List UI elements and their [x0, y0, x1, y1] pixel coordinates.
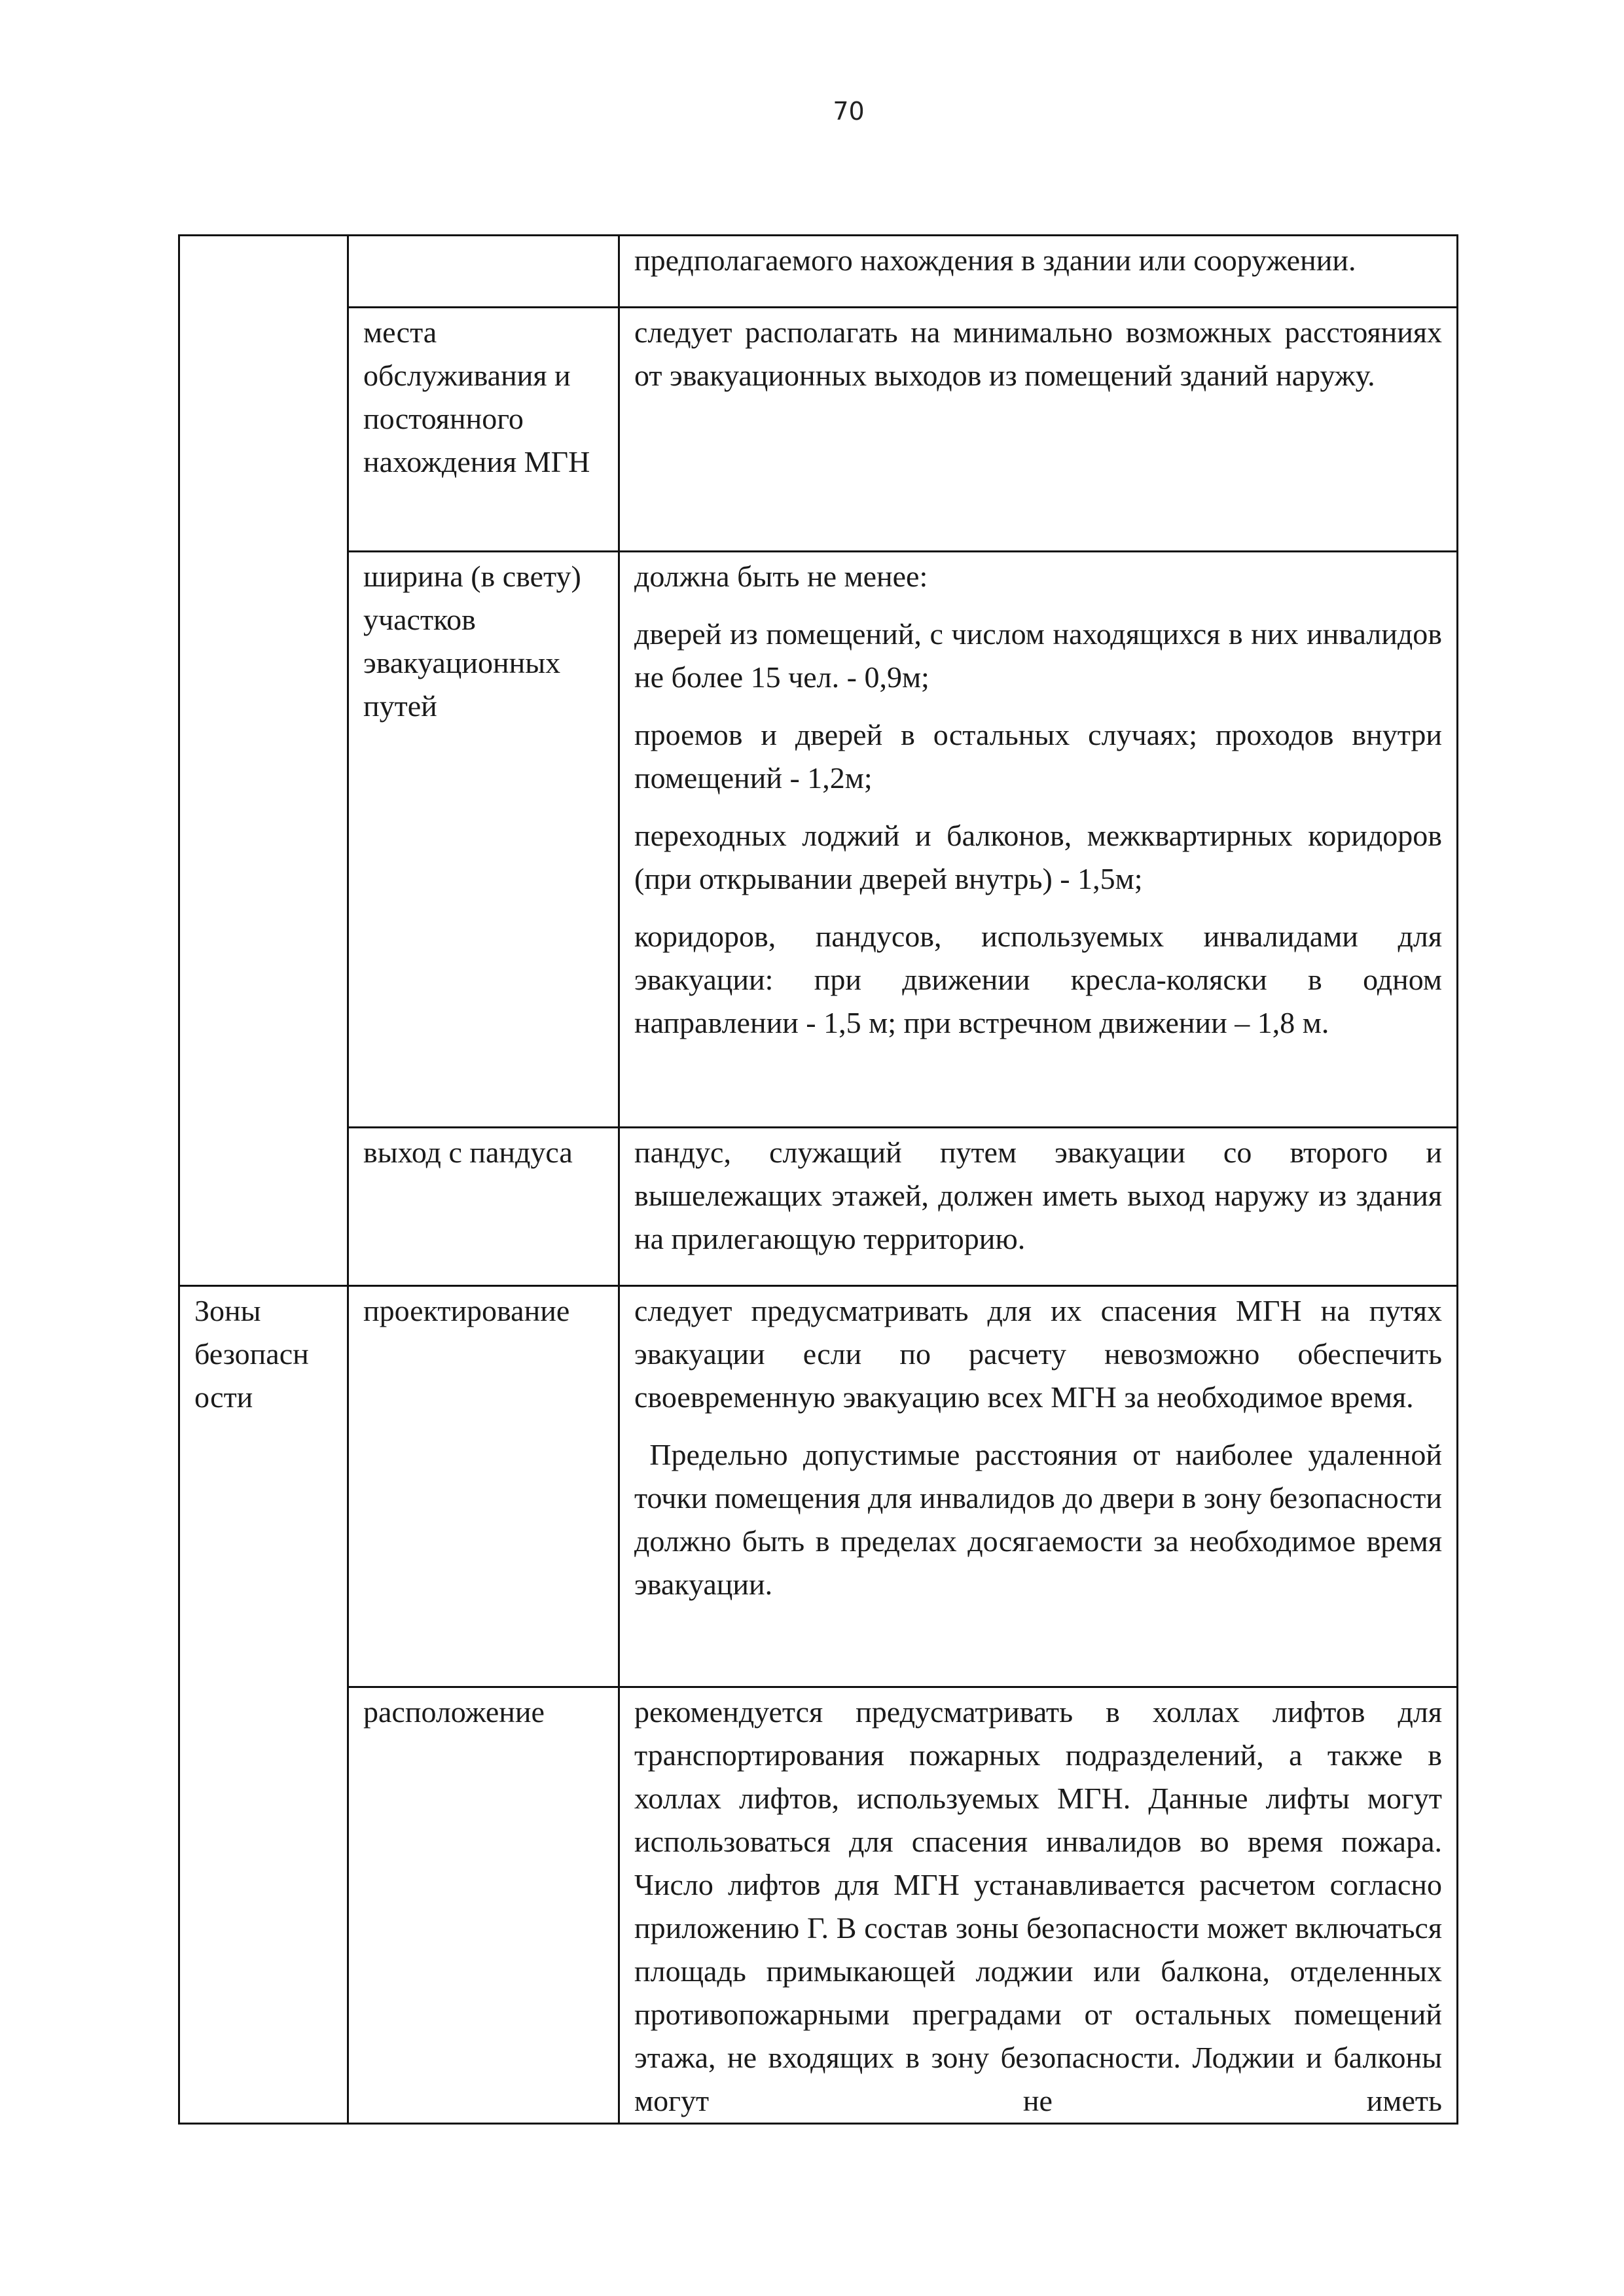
item-label: проектирование: [363, 1294, 570, 1327]
description-paragraph: рекомендуется предусматривать в холлах лифтов для транспортирования пожарных подразделений, а также в холлах лифтов, используемых МГН. Данные лифты могут использоваться для спасения инвалидов во время пожара. Число лифтов для МГН устанавливается расчетом согласно приложению Г. В состав зоны безопасности может включаться площадь примыкающей лоджии или балкона, отделенных противопожарными преградами от остальных помещений этажа, не входящих в зону безопасности. Лоджии и балконы могут не иметь: [634, 1695, 1442, 2117]
description-paragraph: дверей из помещений, с числом находящихся в них инвалидов не более 15 чел. - 0,9м;: [634, 617, 1442, 694]
description-paragraph: предполагаемого нахождения в здании или сооружении.: [634, 243, 1356, 277]
description-paragraph: должна быть не менее:: [634, 560, 928, 593]
item-label: расположение: [363, 1695, 545, 1729]
page-number: 70: [833, 97, 865, 126]
description-cell: [619, 308, 1458, 552]
item-label: выход с пандуса: [363, 1136, 573, 1169]
requirements-table: [178, 234, 1458, 2125]
description-paragraph: пандус, служащий путем эвакуации со второго и вышележащих этажей, должен иметь выход наружу из здания на прилегающую территорию.: [634, 1136, 1442, 1255]
description-paragraph: проемов и дверей в остальных случаях; проходов внутри помещений - 1,2м;: [634, 718, 1442, 795]
group-label: Зоны безопасн ости: [194, 1294, 309, 1414]
table-row: [179, 308, 1458, 552]
item-cell: [348, 1687, 619, 2124]
item-label: места обслуживания и постоянного нахождения МГН: [363, 315, 590, 478]
item-cell: [348, 552, 619, 1128]
description-paragraph: следует располагать на минимально возможных расстояниях от эвакуационных выходов из помещений зданий наружу.: [634, 315, 1442, 392]
description-cell: [619, 552, 1458, 1128]
item-cell: [348, 236, 619, 308]
description-cell: [619, 236, 1458, 308]
description-cell: [619, 1286, 1458, 1687]
table-row: [179, 1687, 1458, 2124]
item-cell: [348, 1128, 619, 1286]
table-row: [179, 1286, 1458, 1687]
description-cell: [619, 1687, 1458, 2124]
item-cell: [348, 1286, 619, 1687]
item-label: ширина (в свету) участков эвакуационных путей: [363, 560, 581, 723]
description-paragraph: следует предусматривать для их спасения МГН на путях эвакуации если по расчету невозможно обеспечить своевременную эвакуацию всех МГН за необходимое время.: [634, 1294, 1442, 1414]
group-cell: [179, 1286, 348, 2124]
description-paragraph: переходных лоджий и балконов, межквартирных коридоров (при открывании дверей внутрь) - 1,5м;: [634, 819, 1442, 895]
group-cell: [179, 236, 348, 1286]
item-cell: [348, 308, 619, 552]
table-row: [179, 236, 1458, 308]
description-cell: [619, 1128, 1458, 1286]
description-paragraph: коридоров, пандусов, используемых инвалидами для эвакуации: при движении кресла-коляски в одном направлении - 1,5 м; при встречном движении – 1,8 м.: [634, 920, 1442, 1039]
table-row: [179, 552, 1458, 1128]
table-row: [179, 1128, 1458, 1286]
description-paragraph: Предельно допустимые расстояния от наиболее удаленной точки помещения для инвалидов до двери в зону безопасности должно быть в пределах досягаемости за необходимое время эвакуации.: [634, 1438, 1450, 1601]
